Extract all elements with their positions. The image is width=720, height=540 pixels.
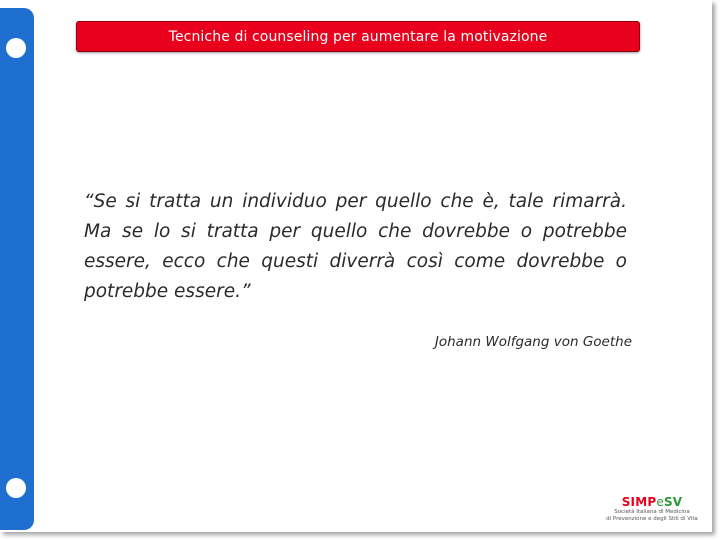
logo-sv: SV <box>663 495 683 509</box>
side-accent-bar <box>0 8 34 530</box>
bullet-dot-top <box>6 38 26 58</box>
logo-wordmark <box>596 496 708 509</box>
logo-simp: SIMP <box>621 495 657 509</box>
simpesv-logo <box>596 496 708 526</box>
slide-title: Tecniche di counseling per aumentare la motivazione <box>168 28 548 45</box>
quote-author: Johann Wolfgang von Goethe <box>434 334 632 350</box>
quote-text: “Se si tratta un individuo per quello che è, tale rimarrà. Ma se lo si tratta per quello che dovrebbe o potrebbe essere, ecco che questi diverrà così come dovrebbe o potrebbe essere.” <box>84 191 627 302</box>
logo-subtitle-2: di Prevenzione e degli Stili di Vita <box>606 515 698 522</box>
logo-e: e <box>656 495 664 509</box>
title-banner <box>76 21 640 52</box>
bullet-dot-bottom <box>6 478 26 498</box>
logo-subtitle-1: Società Italiana di Medicina <box>614 509 690 515</box>
